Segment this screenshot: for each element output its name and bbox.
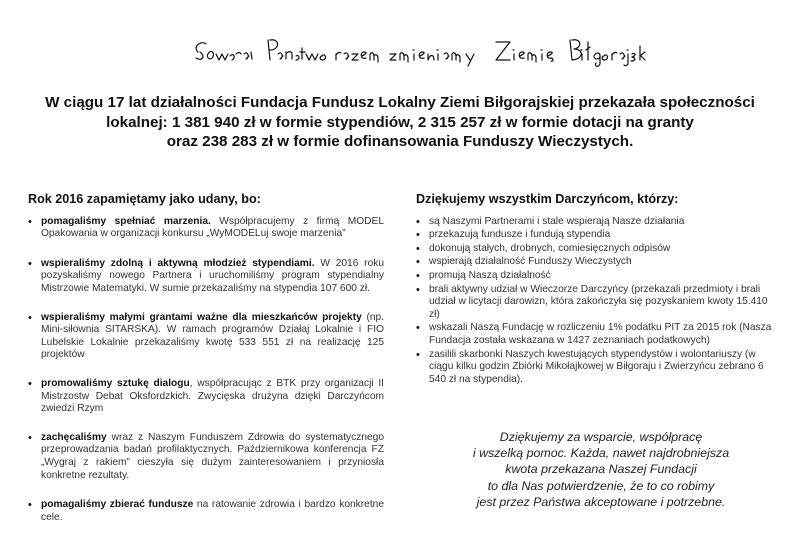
list-item: • zasilili skarbonki Naszych kwestujących stypendystów i wolontariuszy (w ciągu kilku godzin Zbiórki Mikołajkowej w Biłgoraju i Zwierzyńcu zebrano 6 540 zł na stypendia). <box>416 349 778 387</box>
list-item <box>28 378 384 416</box>
achievements-list <box>28 216 384 525</box>
list-item <box>28 499 384 524</box>
list-item-text: (np. Mini-siłownia SITARSKA). W ramach programów Działaj Lokalnie i FIO Lubelskie Lokalnie przekazaliśmy kwotę 533 551 zł na realizację 125 projektów <box>41 311 384 361</box>
achievements-column <box>28 193 384 524</box>
list-item: • są Naszymi Partnerami i stale wspierają Nasze działania <box>416 216 778 229</box>
list-item <box>28 258 384 296</box>
list-item-bold: zachęcaliśmy <box>41 431 107 443</box>
list-item-bold: pomagaliśmy zbierać fundusze <box>41 499 194 511</box>
intro-summary <box>40 93 760 152</box>
list-item: • dokonują stałych, drobnych, comiesięcznych odpisów <box>416 243 778 256</box>
list-item <box>28 432 384 482</box>
thank-you-line-2: i wszelką pomoc. Każda, nawet najdrobniejsza <box>472 446 730 461</box>
list-item-bold: wspieraliśmy małymi grantami ważne dla mieszkańców projekty <box>41 311 362 323</box>
donors-column <box>416 193 778 387</box>
handwritten-slogan-drawing <box>190 32 650 72</box>
list-item-text: wraz z Naszym Funduszem Zdrowia do systematycznego przeprowadzania badań profilaktycznych. Październikowa konferencja FZ „Wygraj z rakiem” cieszyła się dużym zainteresowaniem i przyniosła konkretne rezultaty. <box>41 431 384 481</box>
thank-you-note <box>436 429 766 510</box>
intro-line-1: W ciągu 17 lat działalności Fundacja Fundusz Lokalny Ziemi Biłgorajskiej przekazała społeczności <box>45 94 755 111</box>
intro-line-3: oraz 238 283 zł w formie dofinansowania Funduszy Wieczystych. <box>166 133 634 150</box>
list-item: • promują Naszą działalność <box>416 270 778 283</box>
list-item-text: Współpracujemy z firmą MODEL Opakowania w organizacji konkursu „WyMODELuj swoje marzenia” <box>41 215 384 240</box>
intro-line-2: lokalnej: 1 381 940 zł w formie stypendiów, 2 315 257 zł w formie dotacji na granty <box>106 113 694 131</box>
donors-heading: Dziękujemy wszystkim Darczyńcom, którzy: <box>416 192 679 206</box>
thank-you-line-1: Dziękujemy za wsparcie, współpracę <box>499 430 703 444</box>
list-item-bold: promowaliśmy sztukę dialogu <box>41 377 190 389</box>
list-item: • przekazują fundusze i fundują stypendia <box>416 229 778 242</box>
donors-list <box>416 216 778 387</box>
list-item-text: W 2016 roku pozyskaliśmy nowego Partnera i uruchomiliśmy program stypendialny Mistrzowie Matematyki. W sumie przekazaliśmy na stypendia 107 600 zł. <box>41 257 384 294</box>
list-item-text: na ratowanie zdrowia i bardzo konkretne cele. <box>41 499 385 523</box>
list-item: • wspierają działalność Funduszy Wieczystych <box>416 256 778 269</box>
thank-you-line-3: kwota przekazana Naszej Fundacji <box>505 462 697 477</box>
list-item-text: , współpracując z BTK przy organizacji II Mistrzostw Debat Oksfordzkich. Zwycięska drużyna dzięki Darczyńcom zwiedzi Rzym <box>41 377 384 415</box>
list-item-bold: wspieraliśmy zdolną i aktywną młodzież stypendiami. <box>41 257 315 269</box>
thank-you-line-5: jest przez Państwa akceptowane i potrzebne. <box>476 494 726 509</box>
list-item <box>28 312 384 362</box>
achievements-heading: Rok 2016 zapamiętamy jako udany, bo: <box>28 192 261 206</box>
list-item-bold: pomagaliśmy spełniać marzenia. <box>41 215 211 227</box>
list-item: • brali aktywny udział w Wieczorze Darczyńcy (przekazali przedmioty i brali udział w licytacji darowizn, która zakończyła się pozyskaniem kwoty 15.410 zł) <box>416 284 778 322</box>
handwritten-slogan <box>190 32 650 72</box>
list-item: • wskazali Naszą Fundację w rozliczeniu 1% podatku PIT za 2015 rok (Nasza Fundacja została wskazana w 1427 zeznaniach podatkowych) <box>416 322 778 347</box>
thank-you-line-4: to dla Nas potwierdzenie, że to co robimy <box>487 478 715 493</box>
list-item <box>28 216 384 241</box>
